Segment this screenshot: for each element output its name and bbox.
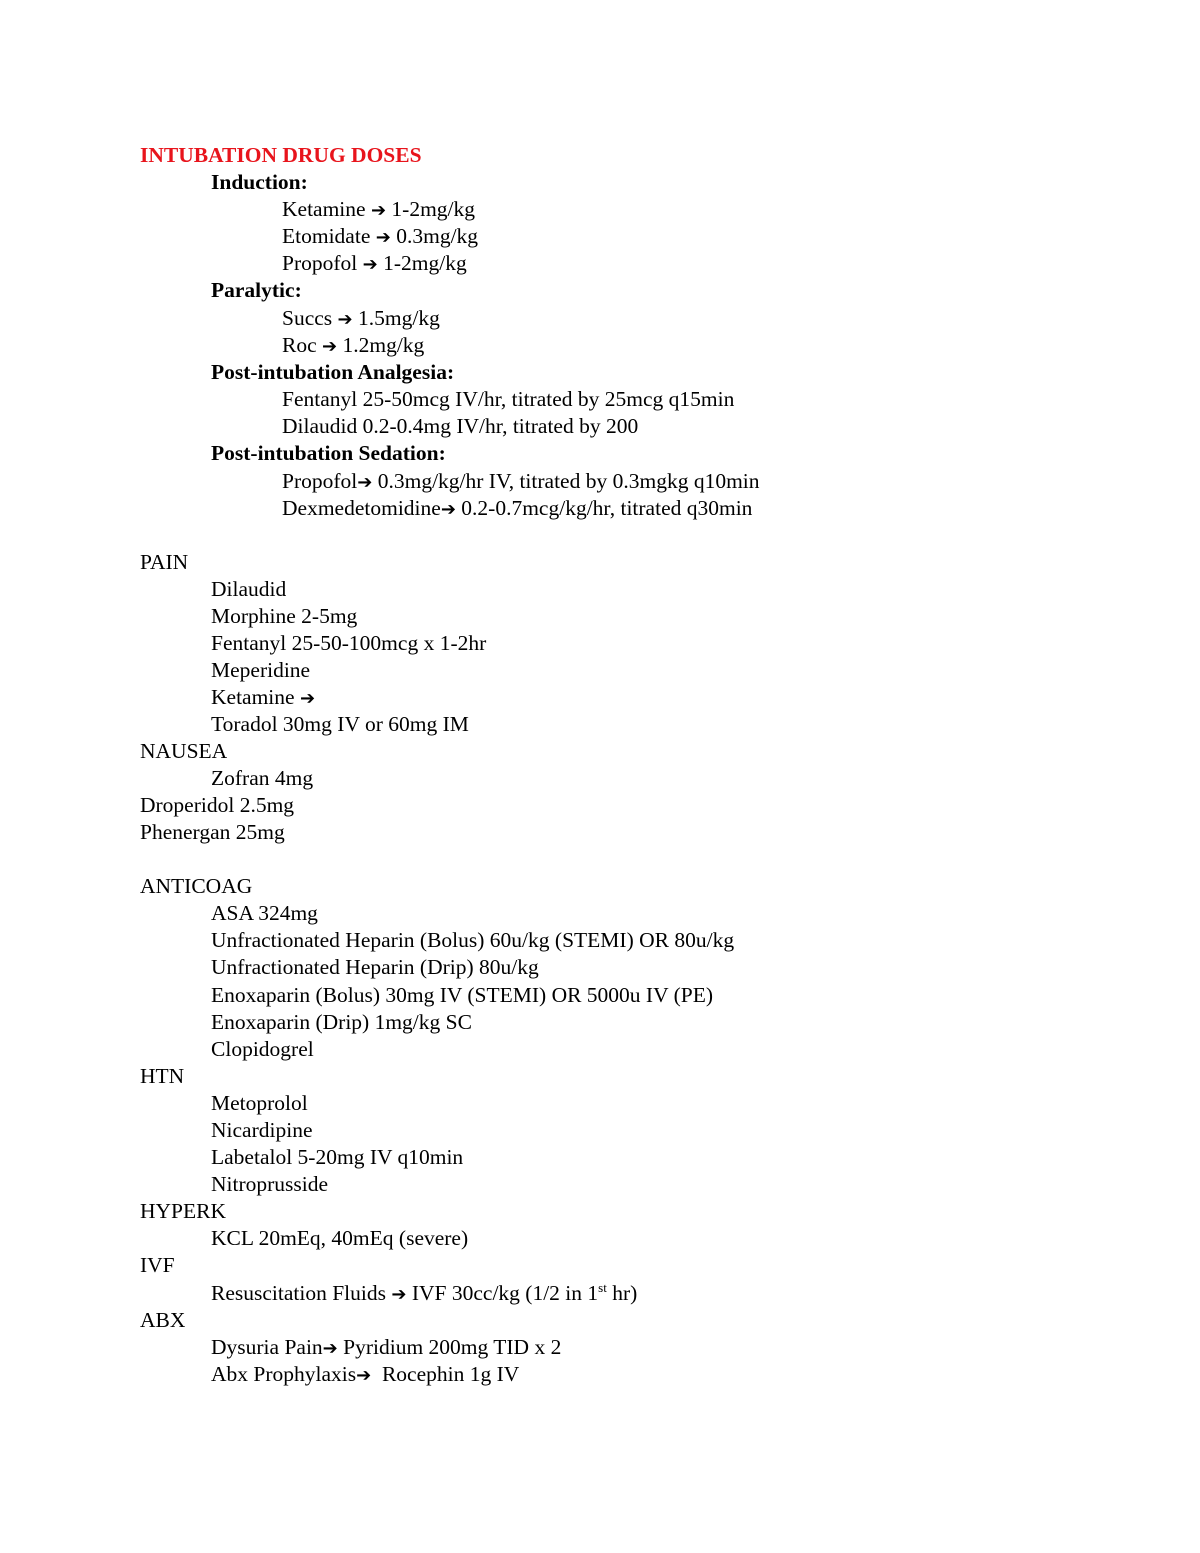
arrow-icon: ➔ [337, 309, 353, 330]
htn-item: Nitroprusside [211, 1172, 329, 1196]
drug-dose: 0.3mg/kg/hr IV, titrated by 0.3mgkg q10min [377, 469, 760, 493]
pain-item: Morphine 2-5mg [211, 604, 358, 628]
anticoag-item: Clopidogrel [211, 1037, 314, 1061]
arrow-icon: ➔ [391, 1284, 407, 1305]
arrow-icon: ➔ [299, 688, 316, 709]
nausea-item: Zofran 4mg [211, 766, 314, 790]
pain-item: Meperidine [211, 658, 311, 682]
anticoag-item: Unfractionated Heparin (Bolus) 60u/kg (STEMI) OR 80u/kg [211, 928, 735, 952]
fentanyl-drip-line: Fentanyl 25-50mcg IV/hr, titrated by 25mcg q15min [282, 387, 735, 411]
drug-dose: 0.2-0.7mcg/kg/hr, titrated q30min [461, 496, 753, 520]
arrow-icon: ➔ [322, 1338, 338, 1359]
paralytic-heading: Paralytic: [211, 278, 302, 302]
arrow-icon: ➔ [357, 472, 373, 493]
etomidate-line [282, 223, 478, 251]
drug-dose: 1.5mg/kg [358, 306, 440, 330]
drug-dose: IVF 30cc/kg (1/2 in 1 [411, 1281, 599, 1305]
drug-name: Ketamine [211, 685, 295, 709]
drug-dose: Rocephin 1g IV [376, 1362, 520, 1386]
nausea-item: Droperidol 2.5mg [140, 793, 295, 817]
ivf-heading: IVF [140, 1253, 175, 1277]
sedation-heading: Post-intubation Sedation: [211, 441, 446, 465]
analgesia-heading: Post-intubation Analgesia: [211, 360, 455, 384]
pain-item: Fentanyl 25-50-100mcg x 1-2hr [211, 631, 487, 655]
hyperk-heading: HYPERK [140, 1199, 227, 1223]
drug-dose: 1-2mg/kg [383, 251, 467, 275]
drug-name: Succs [282, 306, 333, 330]
arrow-icon: ➔ [356, 1365, 372, 1386]
drug-name: Roc [282, 333, 317, 357]
drug-name: Dysuria Pain [211, 1335, 323, 1359]
drug-name: Dexmedetomidine [282, 496, 441, 520]
anticoag-heading: ANTICOAG [140, 874, 253, 898]
nausea-item: Phenergan 25mg [140, 820, 285, 844]
document-title: INTUBATION DRUG DOSES [140, 143, 422, 167]
ordinal-superscript: st [598, 1280, 607, 1295]
dilaudid-drip-line: Dilaudid 0.2-0.4mg IV/hr, titrated by 200 [282, 414, 639, 438]
drug-dose: 1.2mg/kg [342, 333, 425, 357]
hyperk-item: KCL 20mEq, 40mEq (severe) [211, 1226, 469, 1250]
drug-dose: 0.3mg/kg [396, 224, 479, 248]
succs-line [282, 305, 440, 333]
htn-item: Metoprolol [211, 1091, 308, 1115]
anticoag-item: ASA 324mg [211, 901, 318, 925]
drug-dose: 1-2mg/kg [391, 197, 476, 221]
ketamine-induction-line [282, 196, 475, 224]
htn-heading: HTN [140, 1064, 185, 1088]
abx-item [211, 1361, 519, 1389]
drug-name: Resuscitation Fluids [211, 1281, 386, 1305]
pain-item [211, 684, 315, 712]
pain-heading: PAIN [140, 550, 189, 574]
propofol-sedation-line [282, 468, 760, 496]
drug-name: Propofol [282, 251, 358, 275]
htn-item: Labetalol 5-20mg IV q10min [211, 1145, 464, 1169]
drug-dose: Pyridium 200mg TID x 2 [343, 1335, 562, 1359]
drug-name: Abx Prophylaxis [211, 1362, 357, 1386]
roc-line [282, 332, 424, 360]
arrow-icon: ➔ [440, 499, 456, 520]
arrow-icon: ➔ [362, 254, 378, 275]
drug-dose-end: hr) [606, 1281, 638, 1305]
dexmedetomidine-line [282, 495, 752, 523]
drug-name: Etomidate [282, 224, 371, 248]
pain-item: Dilaudid [211, 577, 287, 601]
nausea-heading: NAUSEA [140, 739, 228, 763]
drug-name: Ketamine [282, 197, 366, 221]
anticoag-item: Enoxaparin (Drip) 1mg/kg SC [211, 1010, 472, 1034]
abx-item [211, 1334, 561, 1362]
anticoag-item: Unfractionated Heparin (Drip) 80u/kg [211, 955, 539, 979]
drug-name: Propofol [282, 469, 358, 493]
abx-heading: ABX [140, 1308, 186, 1332]
arrow-icon: ➔ [370, 200, 387, 221]
arrow-icon: ➔ [322, 336, 338, 357]
ivf-item [211, 1280, 637, 1308]
htn-item: Nicardipine [211, 1118, 313, 1142]
pain-item: Toradol 30mg IV or 60mg IM [211, 712, 469, 736]
propofol-induction-line [282, 250, 467, 278]
arrow-icon: ➔ [375, 227, 391, 248]
induction-heading: Induction: [211, 170, 308, 194]
anticoag-item: Enoxaparin (Bolus) 30mg IV (STEMI) OR 5000u IV (PE) [211, 983, 714, 1007]
